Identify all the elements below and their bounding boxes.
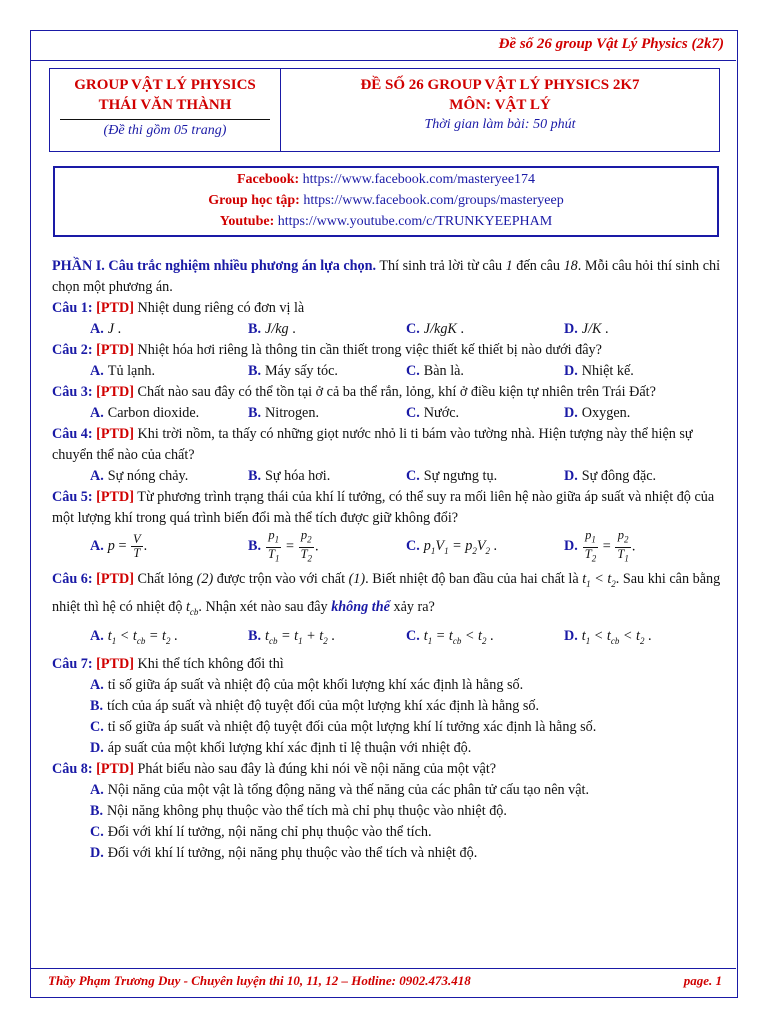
q4-option-b[interactable]: B. Sự hóa hơi. xyxy=(248,468,331,484)
q1-option-c[interactable]: C. J/kgK . xyxy=(406,321,464,337)
q8-option-d[interactable]: D. Đối với khí lí tưởng, nội năng phụ thuộc vào thể tích và nhiệt độ. xyxy=(90,845,478,862)
exam-content xyxy=(52,256,722,864)
q1-option-b[interactable]: B. J/kg . xyxy=(248,321,296,337)
q2-option-d[interactable]: D. Nhiệt kế. xyxy=(564,363,634,379)
q4-option-c[interactable]: C. Sự ngưng tụ. xyxy=(406,468,498,484)
question-4: Câu 4: [PTD] Khi trời nồm, ta thấy có những giọt nước nhỏ li ti bám vào tường nhà. Hiện tượng này thể hiện sự chuyển thể nào của chất? xyxy=(52,426,693,463)
subject-line: MÔN: VẬT LÝ xyxy=(449,97,551,113)
q8-option-b[interactable]: B. Nội năng không phụ thuộc vào thể tích mà chỉ phụ thuộc vào nhiệt độ. xyxy=(90,803,507,820)
q7-option-b[interactable]: B. tích của áp suất và nhiệt độ tuyệt đối của một lượng khí xác định là hằng số. xyxy=(90,698,540,715)
contact-group: Group học tập: https://www.facebook.com/groups/masteryeep xyxy=(208,193,564,208)
page-count-note: (Đề thi gồm 05 trang) xyxy=(103,123,227,138)
teacher-name: THÁI VĂN THÀNH xyxy=(98,97,232,113)
facebook-link[interactable]: https://www.facebook.com/masteryee174 xyxy=(302,172,536,187)
q7-option-a[interactable]: A. tỉ số giữa áp suất và nhiệt độ của một khối lượng khí xác định là hằng số. xyxy=(90,677,524,694)
q2-option-b[interactable]: B. Máy sấy tóc. xyxy=(248,363,338,379)
header-divider xyxy=(60,119,270,120)
section-intro: PHẦN I. Câu trắc nghiệm nhiều phương án lựa chọn. Thí sinh trả lời từ câu 1 đến câu 18. Mỗi câu hỏi thí sinh chỉ chọn một phương án. xyxy=(52,258,721,295)
exam-title: ĐỀ SỐ 26 GROUP VẬT LÝ PHYSICS 2K7 xyxy=(360,77,640,93)
contact-facebook: Facebook: https://www.facebook.com/masteryee174 xyxy=(236,172,536,187)
q6-option-b[interactable]: B. $t_{cb} = t_1 + t_2$ . xyxy=(248,628,335,647)
footer-author: Thầy Phạm Trương Duy - Chuyên luyện thi 10, 11, 12 – Hotline: 0902.473.418 xyxy=(48,973,471,988)
q6-options xyxy=(52,623,722,654)
q7-option-c[interactable]: C. tỉ số giữa áp suất và nhiệt độ tuyệt đối của một lượng khí lí tưởng xác định là hằng số. xyxy=(90,719,597,736)
youtube-link[interactable]: https://www.youtube.com/c/TRUNKYEEPHAM xyxy=(277,214,553,229)
q2-option-c[interactable]: C. Bàn là. xyxy=(406,363,464,379)
q3-option-c[interactable]: C. Nước. xyxy=(406,405,460,421)
q8-option-c[interactable]: C. Đối với khí lí tưởng, nội năng chỉ phụ thuộc vào thể tích. xyxy=(90,824,432,841)
header-left xyxy=(50,69,281,151)
contact-box xyxy=(53,166,719,237)
q2-options xyxy=(52,361,722,382)
page-number: page. 1 xyxy=(683,973,722,988)
q4-options xyxy=(52,466,722,487)
group-link[interactable]: https://www.facebook.com/groups/masteryeep xyxy=(303,193,564,208)
time-limit: Thời gian làm bài: 50 phút xyxy=(424,117,576,132)
question-2: Câu 2: [PTD] Nhiệt hóa hơi riêng là thông tin cần thiết trong việc thiết kế thiết bị nào dưới đây? xyxy=(52,342,602,358)
footer-rule xyxy=(30,968,736,969)
q5-options xyxy=(52,529,722,568)
q3-option-b[interactable]: B. Nitrogen. xyxy=(248,405,319,421)
q1-options xyxy=(52,319,722,340)
question-6: Câu 6: [PTD] Chất lỏng (2) được trộn vào với chất (1). Biết nhiệt độ ban đầu của hai chất là $t_1 < t_2$. Sau khi cân bằng nhiệt thì hệ có nhiệt độ $t_{cb}$. Nhận xét nào sau đây không thể xảy ra? xyxy=(52,570,721,617)
q2-option-a[interactable]: A. Tủ lạnh. xyxy=(90,363,156,379)
q6-option-d[interactable]: D. $t_1 < t_{cb} < t_2$ . xyxy=(564,628,652,647)
exam-header xyxy=(49,68,720,152)
running-title: Đề số 26 group Vật Lý Physics (2k7) xyxy=(498,36,724,52)
header-right xyxy=(281,69,719,151)
q1-option-d[interactable]: D. J/K . xyxy=(564,321,609,337)
q5-option-d[interactable]: D. $\frac{p_1}{T_2}$ = $\frac{p_2}{T_1}$ . xyxy=(564,528,636,563)
q6-option-c[interactable]: C. $t_1 = t_{cb} < t_2$ . xyxy=(406,628,494,647)
q7-option-d[interactable]: D. áp suất của một khối lượng khí xác định tỉ lệ thuận với nhiệt độ. xyxy=(90,740,472,757)
q5-option-a[interactable]: A. p = $\frac{V}{T}$ . xyxy=(90,532,148,561)
q5-option-b[interactable]: B. $\frac{p_1}{T_1}$ = $\frac{p_2}{T_2}$ . xyxy=(248,528,319,563)
group-name: GROUP VẬT LÝ PHYSICS xyxy=(74,77,256,93)
question-1: Câu 1: [PTD] Nhiệt dung riêng có đơn vị là xyxy=(52,300,305,316)
contact-youtube: Youtube: https://www.youtube.com/c/TRUNKYEEPHAM xyxy=(219,214,553,229)
question-5: Câu 5: [PTD] Từ phương trình trạng thái của khí lí tưởng, có thể suy ra mối liên hệ nào giữa áp suất và nhiệt độ của một lượng khí trong quá trình biến đổi mà thể tích được giữ không đổi? xyxy=(52,489,715,526)
q4-option-d[interactable]: D. Sự đông đặc. xyxy=(564,468,657,484)
question-8: Câu 8: [PTD] Phát biểu nào sau đây là đúng khi nói về nội năng của một vật? xyxy=(52,761,497,778)
question-3: Câu 3: [PTD] Chất nào sau đây có thể tồn tại ở cả ba thể rắn, lỏng, khí ở điều kiện tự nhiên trên Trái Đất? xyxy=(52,384,656,400)
question-7: Câu 7: [PTD] Khi thể tích không đổi thì xyxy=(52,656,284,673)
q8-option-a[interactable]: A. Nội năng của một vật là tổng động năng và thế năng của các phân tử cấu tạo nên vật. xyxy=(90,782,590,799)
q1-option-a[interactable]: A. J . xyxy=(90,321,122,337)
q3-option-a[interactable]: A. Carbon dioxide. xyxy=(90,405,200,421)
q5-option-c[interactable]: C. $p_1V_1 = p_2V_2$ . xyxy=(406,538,498,556)
q6-option-a[interactable]: A. $t_1 < t_{cb} = t_2$ . xyxy=(90,628,178,647)
section-title: PHẦN I. Câu trắc nghiệm nhiều phương án lựa chọn. xyxy=(52,258,377,274)
q3-option-d[interactable]: D. Oxygen. xyxy=(564,405,631,421)
q4-option-a[interactable]: A. Sự nóng chảy. xyxy=(90,468,189,484)
q3-options xyxy=(52,403,722,424)
